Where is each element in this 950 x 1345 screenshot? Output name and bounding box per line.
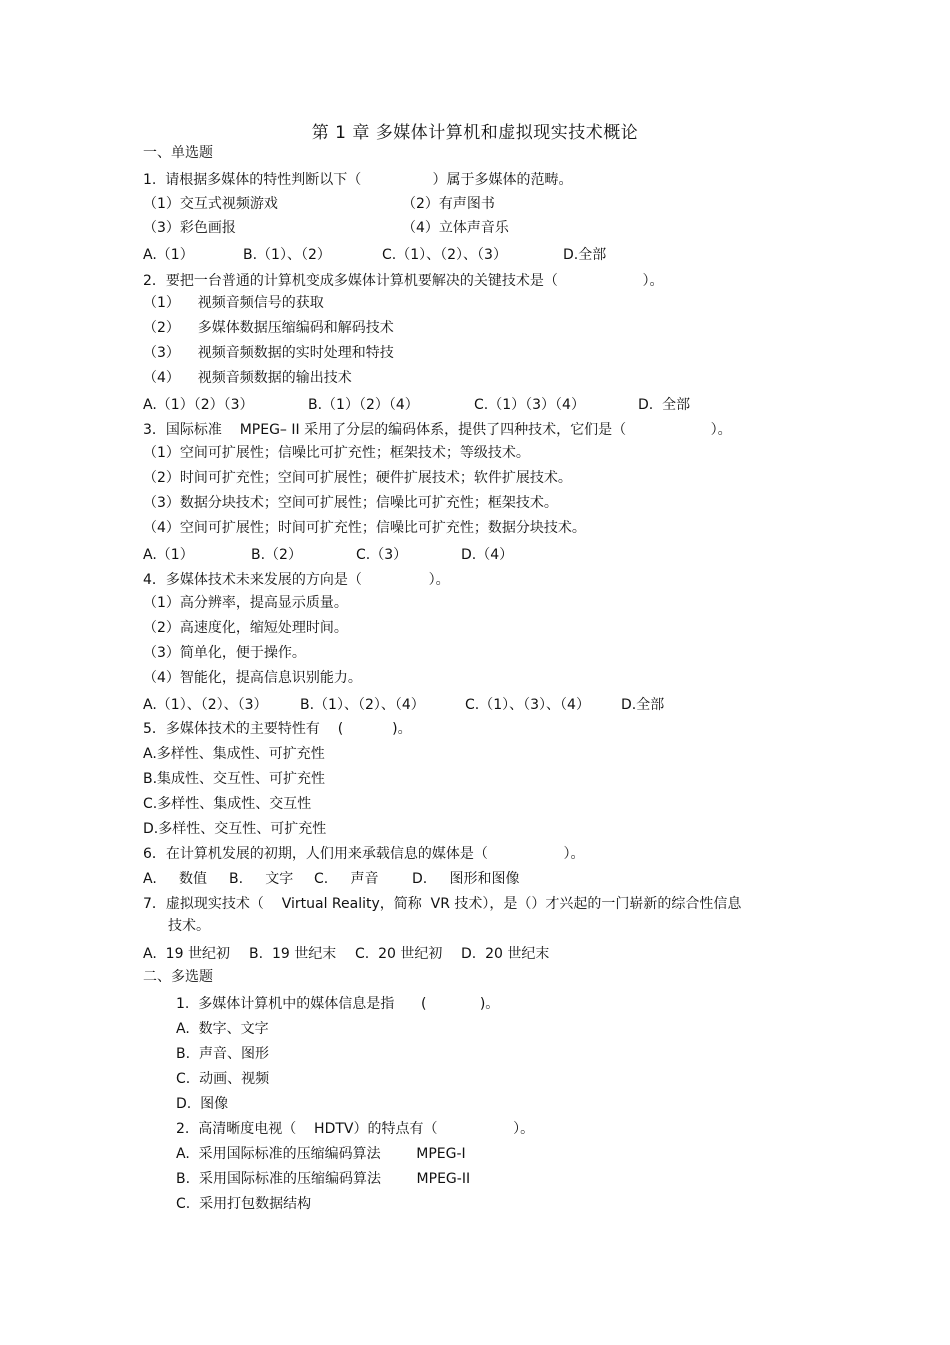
q1-option-c: C.（1）、（2）、（3） [382, 247, 507, 263]
q1-option-b: B.（1）、（2） [243, 247, 331, 263]
q3-option-d: D.（4） [461, 547, 514, 563]
q4-item-3: （3）简单化，便于操作。 [143, 645, 306, 661]
q6-option-c: C. 声音 [314, 871, 379, 887]
q2-item-2: （2） 多媒体数据压缩编码和解码技术 [143, 320, 394, 336]
q7-option-c: C. 20 世纪初 [355, 946, 443, 962]
q4-item-4: （4）智能化，提高信息识别能力。 [143, 670, 362, 686]
q1-stem: 1. 请根据多媒体的特性判断以下（ ）属于多媒体的范畴。 [143, 172, 573, 188]
m1-option-a: A. 数字、文字 [176, 1021, 269, 1037]
q4-item-1: （1）高分辨率，提高显示质量。 [143, 595, 348, 611]
q5-option-b: B.集成性、交互性、可扩充性 [143, 771, 326, 787]
q3-stem: 3．国际标准 MPEG– II 采用了分层的编码体系，提供了四种技术，它们是（ ）。 [143, 422, 732, 438]
q3-item-4: （4）空间可扩展性；时间可扩充性；信噪比可扩充性；数据分块技术。 [143, 520, 586, 536]
q2-option-b: B.（1）（2）（4） [308, 397, 419, 413]
q4-option-c: C.（1）、（3）、（4） [465, 697, 590, 713]
q5-option-c: C.多样性、集成性、交互性 [143, 796, 312, 812]
q3-option-a: A.（1） [143, 547, 194, 563]
q1-item-1: （1）交互式视频游戏 [143, 196, 278, 212]
chapter-title: 第 1 章 多媒体计算机和虚拟现实技术概论 [311, 123, 639, 143]
m1-option-d: D. 图像 [176, 1096, 229, 1112]
m1-option-c: C. 动画、视频 [176, 1071, 270, 1087]
q3-option-c: C.（3） [356, 547, 408, 563]
q3-item-1: （1）空间可扩展性；信噪比可扩充性；框架技术；等级技术。 [143, 445, 530, 461]
m2-option-b: B. 采用国际标准的压缩编码算法 MPEG-II [176, 1171, 471, 1187]
q1-item-2: （2）有声图书 [402, 196, 495, 212]
q4-option-b: B.（1）、（2）、（4） [300, 697, 425, 713]
q5-option-d: D.多样性、交互性、可扩充性 [143, 821, 327, 837]
q7-option-b: B. 19 世纪末 [249, 946, 337, 962]
m2-option-c: C. 采用打包数据结构 [176, 1196, 312, 1212]
q1-option-a: A.（1） [143, 247, 194, 263]
q7-option-a: A. 19 世纪初 [143, 946, 230, 962]
q7-stem: 7．虚拟现实技术（ Virtual Reality，简称 VR 技术），是（）才兴起的一门崭新的综合性信息 [143, 896, 742, 912]
q3-item-2: （2）时间可扩充性；空间可扩展性；硬件扩展技术；软件扩展技术。 [143, 470, 572, 486]
q2-item-4: （4） 视频音频数据的输出技术 [143, 370, 352, 386]
q2-option-a: A.（1）（2）（3） [143, 397, 254, 413]
q2-option-d: D. 全部 [638, 397, 691, 413]
q6-option-d: D. 图形和图像 [412, 871, 520, 887]
q6-option-b: B. 文字 [229, 871, 294, 887]
q2-item-3: （3） 视频音频数据的实时处理和特技 [143, 345, 394, 361]
q4-option-a: A.（1）、（2）、（3） [143, 697, 268, 713]
q1-item-3: （3）彩色画报 [143, 220, 236, 236]
q6-stem: 6．在计算机发展的初期，人们用来承载信息的媒体是（ ）。 [143, 846, 585, 862]
q4-item-2: （2）高速度化，缩短处理时间。 [143, 620, 348, 636]
q7-option-d: D. 20 世纪末 [461, 946, 550, 962]
section-heading-multiple-choice: 二、多选题 [143, 969, 213, 985]
q3-item-3: （3）数据分块技术；空间可扩展性；信噪比可扩充性；框架技术。 [143, 495, 558, 511]
q6-option-a: A. 数值 [143, 871, 208, 887]
m2-option-a: A. 采用国际标准的压缩编码算法 MPEG-I [176, 1146, 466, 1162]
q2-stem: 2．要把一台普通的计算机变成多媒体计算机要解决的关键技术是（ ）。 [143, 273, 664, 289]
q7-stem-continued: 技术。 [168, 918, 210, 934]
section-heading-single-choice: 一、单选题 [143, 145, 213, 161]
q4-stem: 4．多媒体技术未来发展的方向是（ ）。 [143, 572, 450, 588]
q1-option-d: D.全部 [563, 247, 607, 263]
q5-stem: 5．多媒体技术的主要特性有 ( )。 [143, 721, 412, 737]
q2-item-1: （1） 视频音频信号的获取 [143, 295, 324, 311]
m2-stem: 2. 高清晰度电视（ HDTV）的特点有（ ）。 [176, 1121, 535, 1137]
q5-option-a: A.多样性、集成性、可扩充性 [143, 746, 325, 762]
q2-option-c: C.（1）（3）（4） [474, 397, 585, 413]
q4-option-d: D.全部 [621, 697, 665, 713]
q1-item-4: （4）立体声音乐 [402, 220, 509, 236]
q3-option-b: B.（2） [251, 547, 302, 563]
m1-stem: 1. 多媒体计算机中的媒体信息是指 ( )。 [176, 996, 500, 1012]
m1-option-b: B. 声音、图形 [176, 1046, 269, 1062]
